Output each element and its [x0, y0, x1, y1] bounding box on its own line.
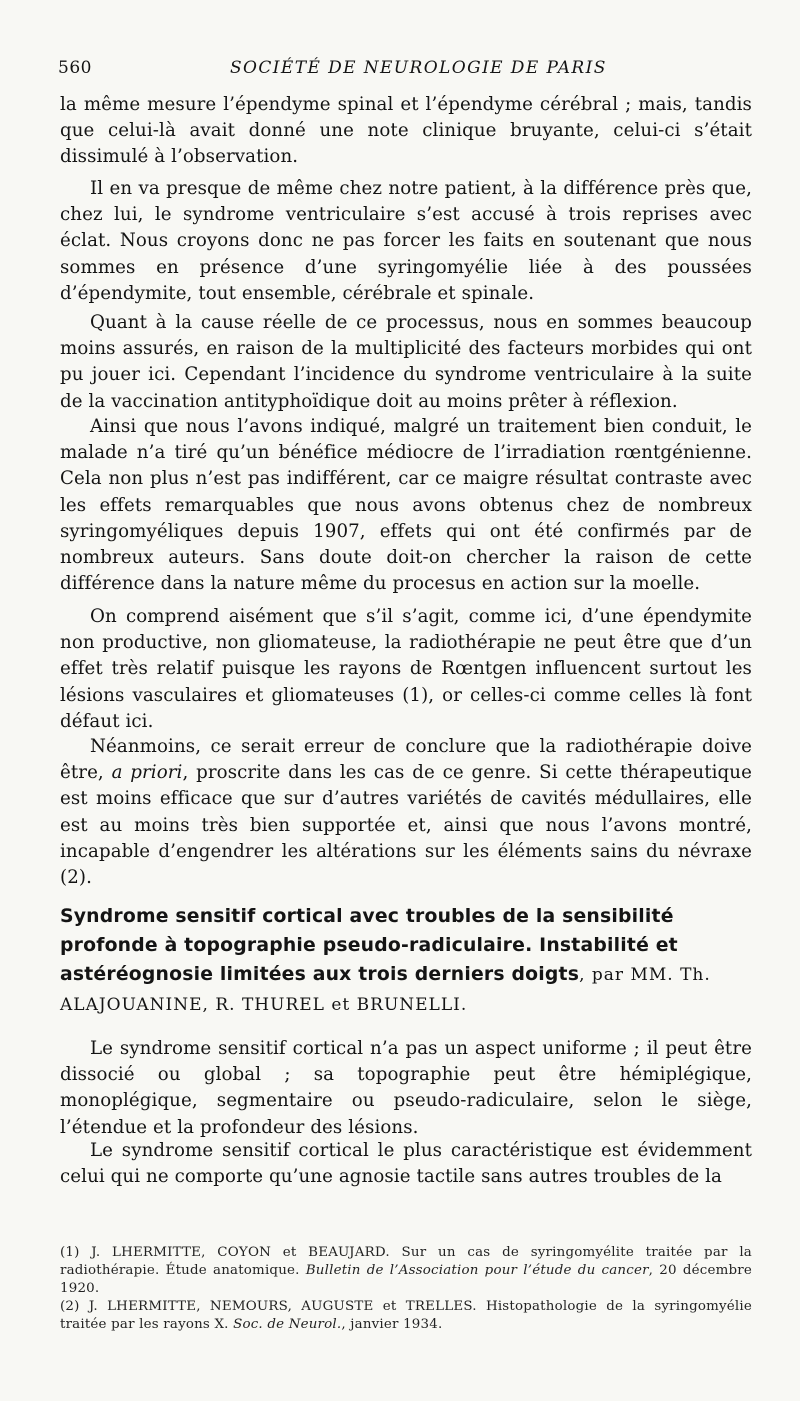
- paragraph-continuation: [60, 92, 752, 171]
- article-paragraph-block-2: [60, 1138, 752, 1190]
- page-header: [58, 58, 748, 86]
- paragraph-6-part-2: , proscrite dans les cas de ce genre. Si cette thérapeutique est moins efficace que sur d’autres variétés de cavités médullaires, elle est au moins très bien supportée et, ainsi que nous l’avons montré, incapable d’engendrer les altérations sur les éléments sains du névraxe (2).: [60, 762, 752, 889]
- footnote-2-italic: Soc. de Neurol.: [233, 1317, 342, 1332]
- article-paragraph-block-1: [60, 1036, 752, 1141]
- article-authors: , par MM. Th. ALAJOUANINE, R. THUREL et BRUNELLI.: [60, 965, 711, 1015]
- page-number: 560: [58, 58, 92, 78]
- footnote-1-italic: Bulletin de l’Association pour l’étude du cancer: [305, 1263, 649, 1278]
- footnote-1-part-2: , 20 décembre 1920.: [60, 1263, 752, 1296]
- paragraph-block-3: [60, 310, 752, 415]
- paragraph-6: [60, 734, 752, 891]
- paragraph-4: Ainsi que nous l’avons indiqué, malgré un traitement bien conduit, le malade n’a tiré qu’un bénéfice médiocre de l’irradiation rœntgénienne. Cela non plus n’est pas indifférent, car ce maigre résultat contraste avec les effets remarquables que nous avons obtenus chez de nombreux syringomyéliques depuis 1907, effets qui ont été confirmés par de nombreux auteurs. Sans doute doit-on chercher la raison de cette différence dans la nature même du procesus en action sur la moelle.: [60, 416, 752, 595]
- paragraph-6-italic: a priori: [111, 762, 183, 784]
- paragraph-1: la même mesure l’épendyme spinal et l’épendyme cérébral ; mais, tandis que celui-là avait donné une note clinique bruyante, celui-ci s’était dissimulé à l’observation.: [60, 94, 752, 168]
- running-head: SOCIÉTÉ DE NEUROLOGIE DE PARIS: [230, 58, 607, 78]
- article-paragraph-2: Le syndrome sensitif cortical le plus caractéristique est évidemment celui qui ne comporte qu’une agnosie tactile sans autres troubles de la: [60, 1140, 752, 1188]
- footnotes: [60, 1244, 752, 1334]
- paragraph-6-part-1: Néanmoins, ce serait erreur de conclure que la radiothérapie doive être,: [60, 736, 752, 784]
- paragraph-2: Il en va presque de même chez notre patient, à la différence près que, chez lui, le syndrome ventriculaire s’est accusé à trois reprises avec éclat. Nous croyons donc ne pas forcer les faits en soutenant que nous sommes en présence d’une syringomyélie liée à des poussées d’épendymite, tout ensemble, cérébrale et spinale.: [60, 178, 752, 304]
- paragraph-block-2: [60, 176, 752, 307]
- footnote-1-part-1: (1) J. LHERMITTE, COYON et BEAUJARD. Sur un cas de syringomyélite traitée par la radiothérapie. Étude anatomique.: [60, 1245, 752, 1278]
- paragraph-3: Quant à la cause réelle de ce processus, nous en sommes beaucoup moins assurés, en raison de la multiplicité des facteurs morbides qui ont pu jouer ici. Cependant l’incidence du syndrome ventriculaire à la suite de la vaccination antityphoïdique doit au moins prêter à réflexion.: [60, 312, 752, 412]
- paragraph-block-5: [60, 604, 752, 735]
- paragraph-5: On comprend aisément que s’il s’agit, comme ici, d’une épendymite non productive, non gliomateuse, la radiothérapie ne peut être que d’un effet très relatif puisque les rayons de Rœntgen influencent surtout les lésions vasculaires et gliomateuses (1), or celles-ci comme celles là font défaut ici.: [60, 606, 752, 732]
- article-title-block: [60, 902, 752, 1020]
- footnote-2: [60, 1298, 752, 1334]
- article-paragraph-1: Le syndrome sensitif cortical n’a pas un aspect uniforme ; il peut être dissocié ou global ; sa topographie peut être hémiplégique, monoplégique, segmentaire ou pseudo-radiculaire, selon le siège, l’étendue et la profondeur des lésions.: [60, 1038, 752, 1138]
- footnote-1: [60, 1244, 752, 1298]
- footnote-2-part-2: , janvier 1934.: [341, 1317, 443, 1332]
- article-title: Syndrome sensitif cortical avec troubles de la sensibilité profonde à topographie pseudo-radiculaire. Instabilité et astéréognosie limitées aux trois derniers doigts: [60, 906, 678, 985]
- paragraph-block-4: [60, 414, 752, 597]
- footnote-2-part-1: (2) J. LHERMITTE, NEMOURS, AUGUSTE et TRELLES. Histopathologie de la syringomyélie traitée par les rayons X.: [60, 1299, 752, 1332]
- paragraph-block-6: [60, 734, 752, 891]
